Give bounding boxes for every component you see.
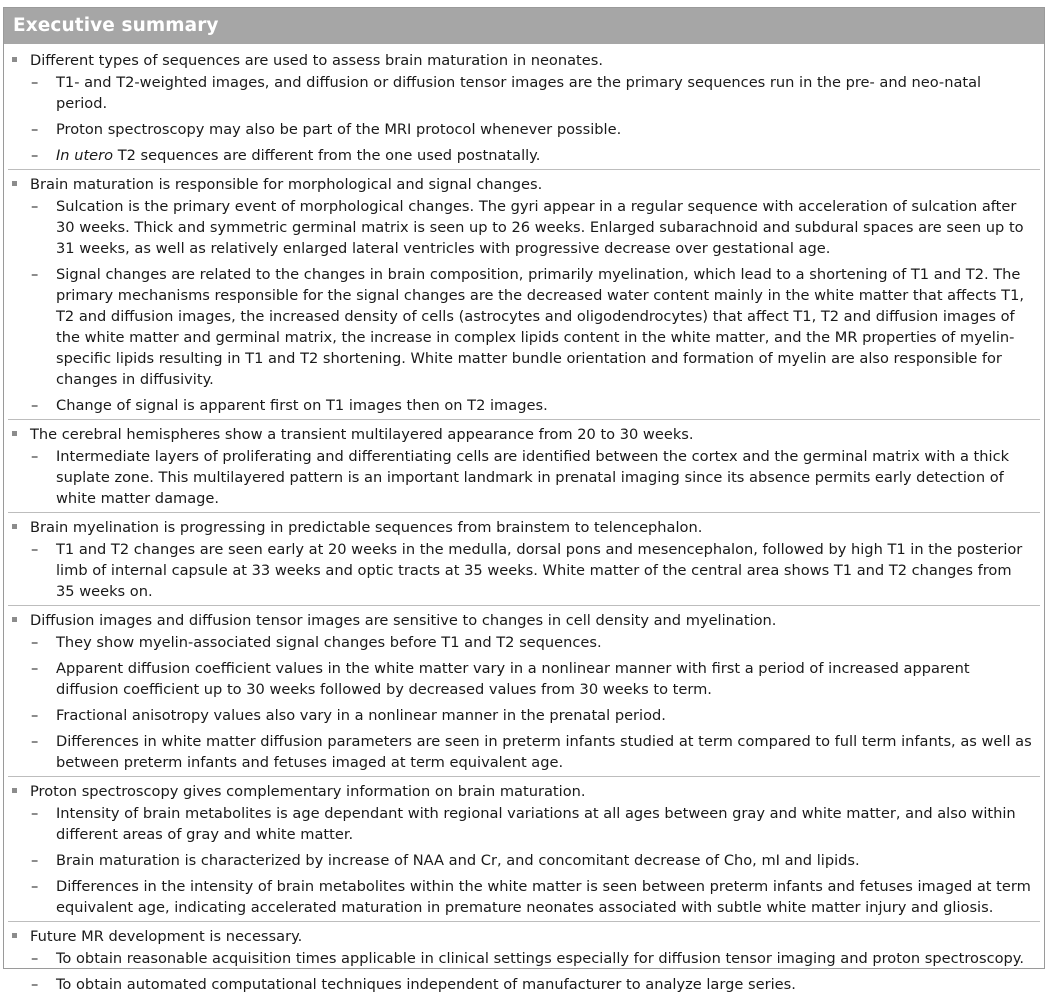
dash-bullet-icon: – xyxy=(31,266,39,283)
sub-point xyxy=(8,948,1040,969)
main-point-text: Future MR development is necessary. xyxy=(30,928,303,945)
summary-section xyxy=(8,512,1040,605)
sub-point xyxy=(8,119,1040,140)
main-point xyxy=(8,517,1040,538)
main-point-text: Proton spectroscopy gives complementary information on brain maturation. xyxy=(30,783,586,800)
main-point-text: Brain maturation is responsible for morphological and signal changes. xyxy=(30,176,543,193)
main-point xyxy=(8,610,1040,631)
sub-point xyxy=(8,72,1040,114)
sub-point xyxy=(8,974,1040,995)
summary-section xyxy=(8,44,1040,169)
sub-point xyxy=(8,658,1040,700)
summary-title: Executive summary xyxy=(4,8,1044,44)
sub-point-text: T1 and T2 changes are seen early at 20 weeks in the medulla, dorsal pons and mesencephalon, followed by high T1 in the posterior limb of internal capsule at 33 weeks and optic tracts at 35 weeks. White matter of the central area shows T1 and T2 changes from 35 weeks on. xyxy=(56,541,1023,600)
square-bullet-icon xyxy=(12,57,17,62)
sub-point xyxy=(8,446,1040,509)
dash-bullet-icon: – xyxy=(31,448,39,465)
main-point xyxy=(8,50,1040,71)
sub-point-text: They show myelin-associated signal changes before T1 and T2 sequences. xyxy=(56,634,602,651)
dash-bullet-icon: – xyxy=(31,976,39,993)
dash-bullet-icon: – xyxy=(31,707,39,724)
main-point xyxy=(8,424,1040,445)
sub-point-italic-text: In utero xyxy=(56,147,114,164)
sub-point xyxy=(8,145,1040,166)
sub-point-text: Brain maturation is characterized by increase of NAA and Cr, and concomitant decrease of Cho, mI and lipids. xyxy=(56,852,860,869)
sub-point-text: Signal changes are related to the changes in brain composition, primarily myelination, which lead to a shortening of T1 and T2. The primary mechanisms responsible for the signal changes are the decreased water content mainly in the white matter that affects T1, T2 and diffusion images, the increased density of cells (astrocytes and oligodendrocytes) that affect T1, T2 and diffusion images of the white matter and germinal matrix, the increase in complex lipids content in the white matter, and the MR properties of myelin-specific lipids resulting in T1 and T2 shortening. White matter bundle orientation and formation of myelin are also responsible for changes in diffusivity. xyxy=(56,266,1024,388)
main-point xyxy=(8,926,1040,947)
dash-bullet-icon: – xyxy=(31,805,39,822)
summary-section xyxy=(8,921,1040,998)
sub-point-text: T2 sequences are different from the one used postnatally. xyxy=(113,147,541,164)
sub-point xyxy=(8,731,1040,773)
sub-point-text: Fractional anisotropy values also vary in a nonlinear manner in the prenatal period. xyxy=(56,707,666,724)
summary-body xyxy=(4,44,1044,998)
dash-bullet-icon: – xyxy=(31,733,39,750)
sub-point-text: Sulcation is the primary event of morphological changes. The gyri appear in a regular sequence with acceleration of sulcation after 30 weeks. Thick and symmetric germinal matrix is seen up to 26 weeks. Enlarged subarachnoid and subdural spaces are seen up to 31 weeks, as well as relatively enlarged lateral ventricles with progressive decrease over gestational age. xyxy=(56,198,1024,257)
square-bullet-icon xyxy=(12,181,17,186)
executive-summary-box xyxy=(3,7,1045,993)
dash-bullet-icon: – xyxy=(31,121,39,138)
sub-point xyxy=(8,705,1040,726)
main-point-text: Diffusion images and diffusion tensor images are sensitive to changes in cell density and myelination. xyxy=(30,612,777,629)
sub-point xyxy=(8,876,1040,918)
main-point-text: Different types of sequences are used to assess brain maturation in neonates. xyxy=(30,52,603,69)
dash-bullet-icon: – xyxy=(31,852,39,869)
dash-bullet-icon: – xyxy=(31,147,39,164)
sub-point xyxy=(8,803,1040,845)
dash-bullet-icon: – xyxy=(31,660,39,677)
sub-point-text: Change of signal is apparent first on T1 images then on T2 images. xyxy=(56,397,548,414)
sub-point xyxy=(8,539,1040,602)
summary-section xyxy=(8,605,1040,776)
dash-bullet-icon: – xyxy=(31,634,39,651)
summary-section xyxy=(8,419,1040,512)
sub-point-text: T1- and T2-weighted images, and diffusion or diffusion tensor images are the primary sequences run in the pre- and neo-natal period. xyxy=(56,74,982,112)
square-bullet-icon xyxy=(12,431,17,436)
sub-point xyxy=(8,395,1040,416)
dash-bullet-icon: – xyxy=(31,541,39,558)
sub-point-text: Differences in the intensity of brain metabolites within the white matter is seen between preterm infants and fetuses imaged at term equivalent age, indicating accelerated maturation in premature neonates associated with subtle white matter injury and gliosis. xyxy=(56,878,1031,916)
sub-point xyxy=(8,196,1040,259)
main-point xyxy=(8,174,1040,195)
square-bullet-icon xyxy=(12,933,17,938)
dash-bullet-icon: – xyxy=(31,878,39,895)
summary-section xyxy=(8,169,1040,419)
sub-point xyxy=(8,264,1040,390)
sub-point-text: Intensity of brain metabolites is age dependant with regional variations at all ages between gray and white matter, and also within different areas of gray and white matter. xyxy=(56,805,1016,843)
summary-section xyxy=(8,776,1040,921)
main-point-text: The cerebral hemispheres show a transient multilayered appearance from 20 to 30 weeks. xyxy=(30,426,694,443)
sub-point-text: To obtain automated computational techniques independent of manufacturer to analyze large series. xyxy=(56,976,796,993)
square-bullet-icon xyxy=(12,524,17,529)
sub-point-text: Intermediate layers of proliferating and differentiating cells are identified between the cortex and the germinal matrix with a thick suplate zone. This multilayered pattern is an important landmark in prenatal imaging since its absence permits early detection of white matter damage. xyxy=(56,448,1010,507)
sub-point-text: Proton spectroscopy may also be part of the MRI protocol whenever possible. xyxy=(56,121,622,138)
dash-bullet-icon: – xyxy=(31,74,39,91)
sub-point-text: Differences in white matter diffusion parameters are seen in preterm infants studied at term compared to full term infants, as well as between preterm infants and fetuses imaged at term equivalent age. xyxy=(56,733,1032,771)
sub-point xyxy=(8,850,1040,871)
main-point xyxy=(8,781,1040,802)
sub-point xyxy=(8,632,1040,653)
main-point-text: Brain myelination is progressing in predictable sequences from brainstem to telencephalon. xyxy=(30,519,703,536)
sub-point-text: To obtain reasonable acquisition times applicable in clinical settings especially for diffusion tensor imaging and proton spectroscopy. xyxy=(56,950,1024,967)
square-bullet-icon xyxy=(12,617,17,622)
dash-bullet-icon: – xyxy=(31,950,39,967)
sub-point-text: Apparent diffusion coefficient values in the white matter vary in a nonlinear manner with first a period of increased apparent diffusion coefficient up to 30 weeks followed by decreased values from 30 weeks to term. xyxy=(56,660,970,698)
dash-bullet-icon: – xyxy=(31,198,39,215)
dash-bullet-icon: – xyxy=(31,397,39,414)
square-bullet-icon xyxy=(12,788,17,793)
